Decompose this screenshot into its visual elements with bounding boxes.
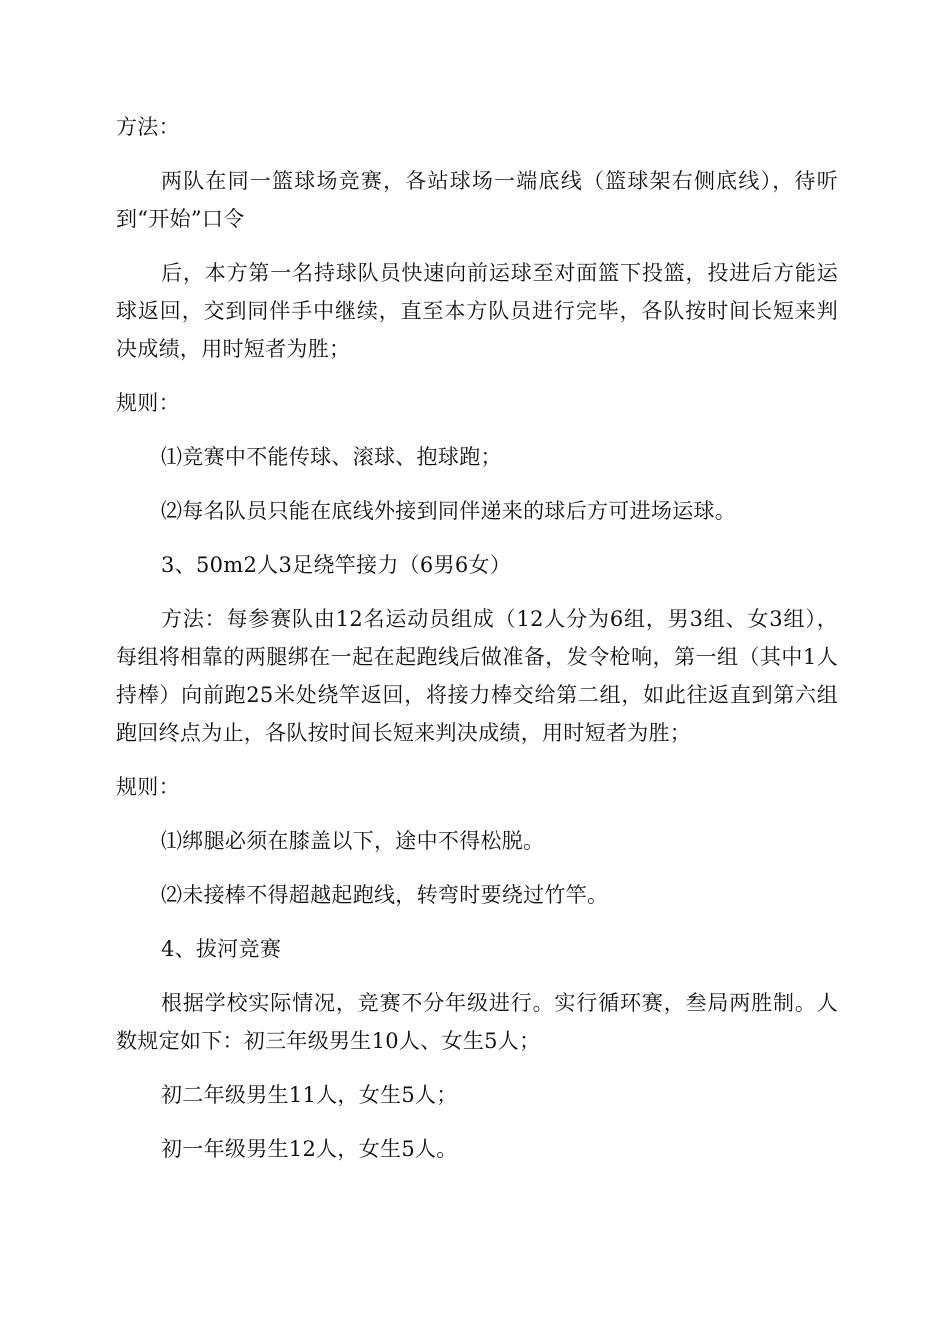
- paragraph-tug-of-war-heading: 4、拔河竞赛: [161, 937, 282, 961]
- paragraph-relay-rule-2: ⑵未接棒不得超越起跑线，转弯时要绕过竹竿。: [161, 883, 609, 907]
- paragraph-grade-one-quota: 初一年级男生12人，女生5人。: [161, 1137, 458, 1161]
- paragraph-relay-rule-1: ⑴绑腿必须在膝盖以下，途中不得松脱。: [161, 829, 545, 853]
- paragraph-tug-of-war-rules: 根据学校实际情况，竞赛不分年级进行。实行循环赛，叁局两胜制。人数规定如下：初三年级男生10人、女生5人；: [116, 991, 838, 1053]
- paragraph-relay-heading: 3、50m2人3足绕竿接力（6男6女）: [161, 553, 512, 577]
- paragraph-grade-two-quota: 初二年级男生11人，女生5人；: [161, 1083, 458, 1107]
- document-body: [116, 108, 838, 1184]
- paragraph-rules-heading: 规则：: [116, 391, 180, 415]
- paragraph-rules-heading-2: 规则：: [116, 775, 180, 799]
- paragraph-basketball-start: 两队在同一篮球场竞赛，各站球场一端底线（篮球架右侧底线），待听到“开始”口令: [116, 169, 838, 231]
- paragraph-relay-method: 方法：每参赛队由12名运动员组成（12人分为6组，男3组、女3组），每组将相靠的两腿绑在一起在起跑线后做准备，发令枪响，第一组（其中1人持棒）向前跑25米处绕竿返回，将接力棒交给第二组，如此往返直到第六组跑回终点为止，各队按时间长短来判决成绩，用时短者为胜；: [116, 607, 838, 745]
- paragraph-method-heading: 方法：: [116, 115, 180, 139]
- paragraph-basketball-rule-2: ⑵每名队员只能在底线外接到同伴递来的球后方可进场运球。: [161, 499, 737, 523]
- paragraph-basketball-procedure: 后，本方第一名持球队员快速向前运球至对面篮下投篮，投进后方能运球返回，交到同伴手中继续，直至本方队员进行完毕，各队按时间长短来判决成绩，用时短者为胜；: [116, 261, 838, 361]
- paragraph-basketball-rule-1: ⑴竞赛中不能传球、滚球、抱球跑；: [161, 445, 502, 469]
